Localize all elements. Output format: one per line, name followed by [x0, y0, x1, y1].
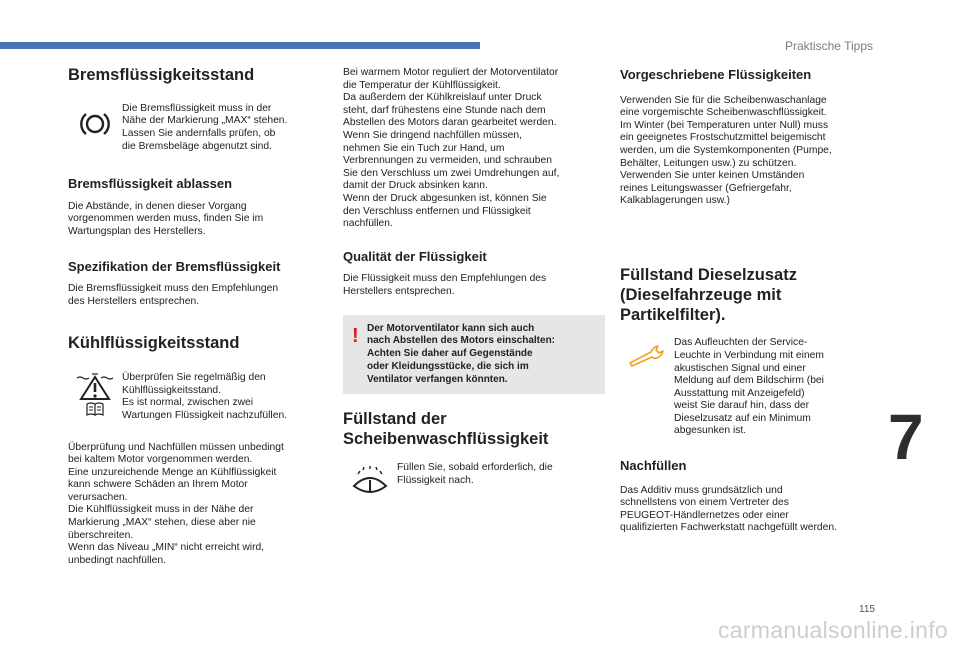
brake-fluid-heading: Bremsflüssigkeitsstand	[68, 66, 255, 84]
column-fluids-diesel	[620, 67, 878, 535]
brake-warning-icon	[68, 103, 122, 137]
coolant-note	[68, 372, 330, 422]
section-title: Praktische Tipps	[784, 39, 873, 53]
fan-warning-text: Der Motorventilator kann sich auch nach Abstellen des Motors einschalten: Achten Sie daher auf Gegenstände oder Kleidungsstücke, die sich im Ventilator verfangen könnten.	[367, 322, 556, 385]
watermark: carmanualsonline.info	[717, 617, 948, 643]
required-fluids-text: Verwenden Sie für die Scheibenwaschanlage eine vorgemischte Scheibenwaschflüssigkeit. Im Winter (bei Temperaturen unter Null) muss ein geeignetes Frostschutzmittel beigemischt werden, um die Systemkomponenten (Pumpe, Behälter, Leitungen usw.) zu schützen. Verwenden Sie unter keinen Umständen reines Leitungswasser (Gefriergefahr, Kalkablagerungen usw.)	[620, 94, 832, 207]
exclamation-icon: !	[352, 324, 359, 347]
refill-heading: Nachfüllen	[620, 458, 687, 474]
diesel-additive-text: Das Aufleuchten der Service- Leuchte in Verbindung mit einem akustischen Signal und einer Meldung auf dem Bildschirm (bei Ausstattung mit Anzeigefeld) weist Sie darauf hin, dass der Dieselzusatz auf ein Minimum abgesunken ist.	[674, 337, 824, 437]
refill-text: Das Additiv muss grundsätzlich und schnellstens von einem Vertreter des PEUGEOT-Händlernetzes oder einer qualifizierten Fachwerkstatt nachgefüllt werden.	[620, 484, 837, 534]
fan-warning-box	[343, 315, 605, 395]
column-brake-coolant	[68, 66, 330, 567]
brake-fluid-text: Die Bremsflüssigkeit muss in der Nähe der Markierung „MAX“ stehen. Lassen Sie andernfalls prüfen, ob die Bremsbeläge abgenutzt sind.	[122, 102, 288, 152]
fluid-quality-text: Die Flüssigkeit muss den Empfehlungen des Herstellers entsprechen.	[343, 273, 547, 297]
coolant-heading: Kühlflüssigkeitsstand	[68, 334, 240, 353]
diesel-additive-note	[620, 337, 878, 438]
service-wrench-icon	[620, 337, 674, 367]
coolant-procedure-text: Überprüfung und Nachfüllen müssen unbedingt bei kaltem Motor vorgenommen werden. Eine unzureichende Menge an Kühlflüssigkeit kann schwere Schäden an Ihrem Motor verursachen. Die Kühlflüssigkeit muss in der Nähe der Markierung „MAX“ stehen, diese aber nie überschreiten. Wenn das Niveau „MIN“ nicht erreicht wird, unbedingt nachfüllen.	[68, 441, 284, 566]
washer-note	[343, 462, 605, 500]
washer-fluid-icon	[343, 462, 397, 500]
coolant-icons	[68, 372, 122, 416]
brake-drain-text: Die Abstände, in denen dieser Vorgang vorgenommen werden muss, finden Sie im Wartungsplan des Herstellers.	[68, 200, 264, 237]
brake-fluid-note	[68, 103, 330, 153]
brake-spec-heading: Spezifikation der Bremsflüssigkeit	[68, 258, 281, 274]
coolant-check-text: Überprüfen Sie regelmäßig den Kühlflüssigkeitsstand. Es ist normal, zwischen zwei Wartungen Flüssigkeit nachzufüllen.	[122, 372, 288, 421]
washer-fluid-text: Füllen Sie, sobald erforderlich, die Flüssigkeit nach.	[397, 462, 553, 486]
required-fluids-heading: Vorgeschriebene Flüssigkeiten	[620, 67, 812, 82]
page-number: 115	[859, 604, 875, 615]
brake-drain-heading: Bremsflüssigkeit ablassen	[68, 176, 233, 192]
diesel-additive-heading: Füllstand Dieselzusatz (Dieselfahrzeuge mit Partikelfilter).	[620, 265, 797, 324]
coolant-warning-icon	[75, 372, 115, 400]
chapter-number: 7	[888, 401, 924, 473]
header-bar	[0, 42, 480, 49]
washer-fluid-heading: Füllstand der Scheibenwaschflüssigkeit	[343, 410, 549, 449]
column-coolant-washer	[343, 67, 605, 500]
hot-engine-text: Bei warmem Motor reguliert der Motorventilator die Temperatur der Kühlflüssigkeit. Da außerdem der Kühlkreislauf unter Druck steht, darf frühestens eine Stunde nach dem Abstellen des Motors daran gearbeitet werden. Wenn Sie dringend nachfüllen müssen, nehmen Sie ein Tuch zur Hand, um Verbrennungen zu vermeiden, und schrauben Sie den Verschluss um zwei Umdrehungen auf, damit der Druck absinken kann. Wenn der Druck abgesunken ist, können Sie den Verschluss entfernen und Flüssigkeit nachfüllen.	[343, 67, 560, 230]
fluid-quality-heading: Qualität der Flüssigkeit	[343, 248, 487, 264]
brake-spec-text: Die Bremsflüssigkeit muss den Empfehlungen des Herstellers entsprechen.	[68, 283, 279, 307]
manual-book-icon	[86, 402, 104, 416]
